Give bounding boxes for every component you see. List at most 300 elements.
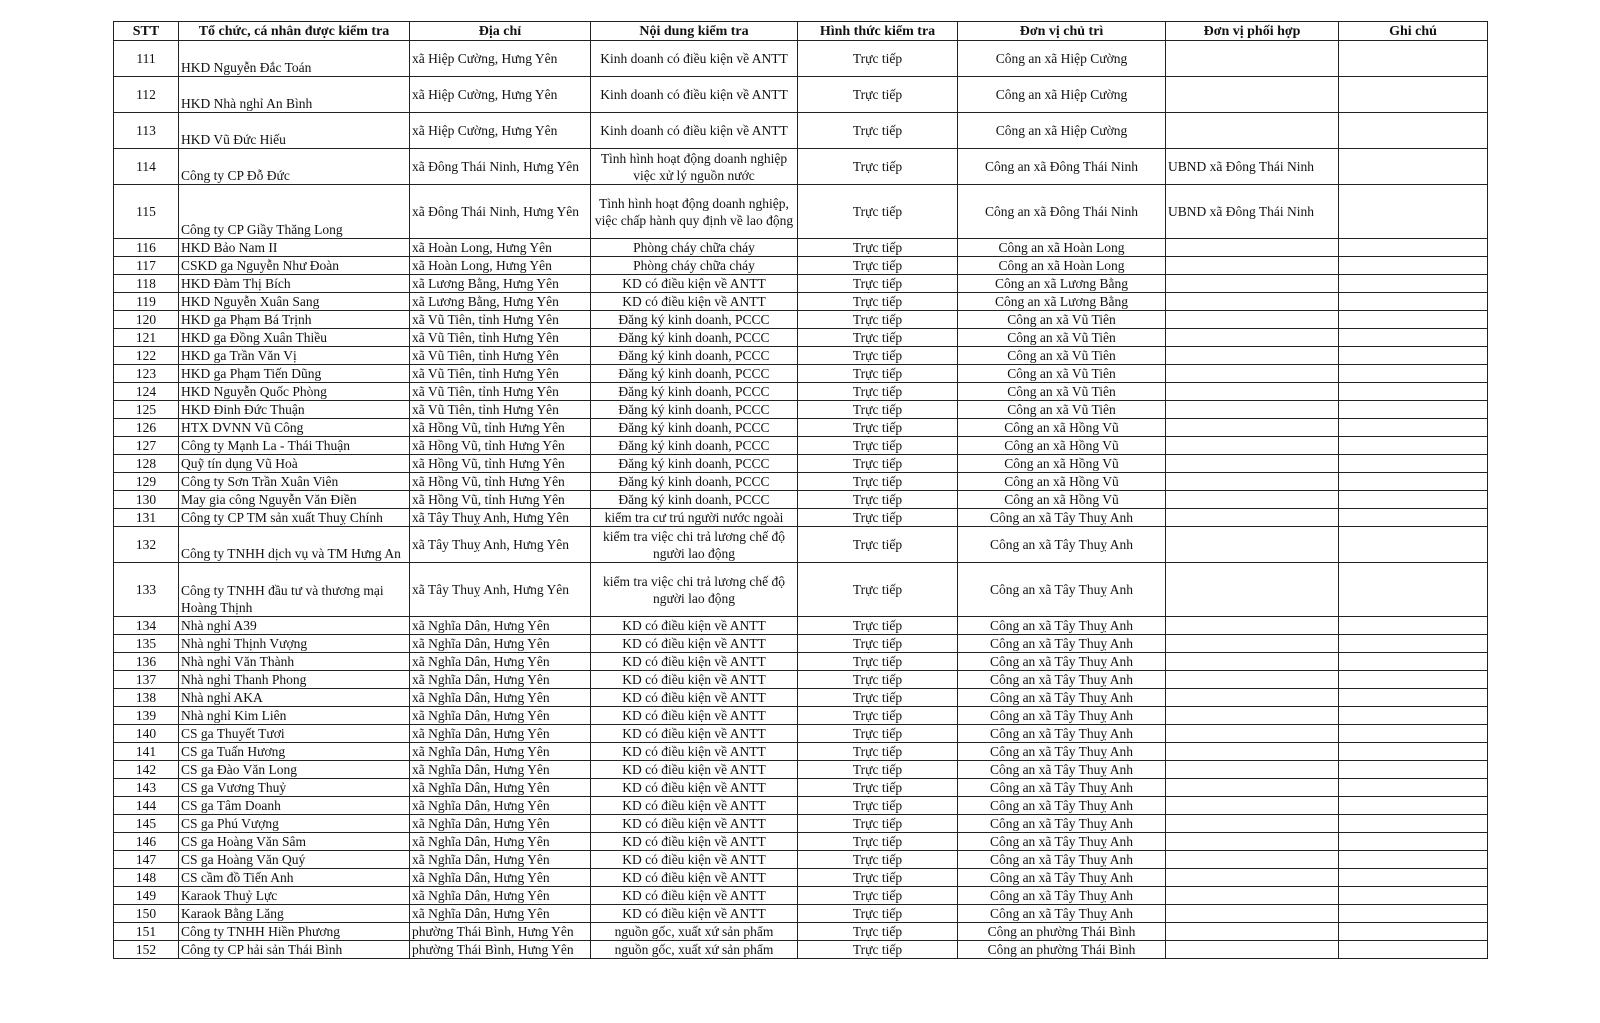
cell-host: Công an xã Hồng Vũ: [958, 491, 1166, 509]
cell-address: xã Hoàn Long, Hưng Yên: [410, 239, 591, 257]
cell-content: KD có điều kiện về ANTT: [591, 275, 798, 293]
cell-stt: 125: [114, 401, 179, 419]
cell-host: Công an xã Đông Thái Ninh: [958, 149, 1166, 185]
cell-coop: [1166, 347, 1339, 365]
cell-stt: 143: [114, 779, 179, 797]
cell-stt: 138: [114, 689, 179, 707]
cell-host: Công an xã Tây Thuỵ Anh: [958, 671, 1166, 689]
cell-content: KD có điều kiện về ANTT: [591, 707, 798, 725]
cell-stt: 116: [114, 239, 179, 257]
cell-note: [1339, 509, 1488, 527]
cell-form: Trực tiếp: [798, 815, 958, 833]
cell-content: Đăng ký kinh doanh, PCCC: [591, 329, 798, 347]
header-note: Ghi chú: [1339, 22, 1488, 41]
table-row: [114, 239, 1488, 257]
cell-org: CS ga Hoàng Văn Quý: [179, 851, 410, 869]
cell-content: KD có điều kiện về ANTT: [591, 815, 798, 833]
cell-form: Trực tiếp: [798, 707, 958, 725]
cell-stt: 129: [114, 473, 179, 491]
cell-content: KD có điều kiện về ANTT: [591, 761, 798, 779]
cell-stt: 142: [114, 761, 179, 779]
header-form: Hình thức kiểm tra: [798, 22, 958, 41]
cell-host: Công an xã Lương Bằng: [958, 275, 1166, 293]
cell-note: [1339, 563, 1488, 617]
cell-address: xã Nghĩa Dân, Hưng Yên: [410, 887, 591, 905]
cell-form: Trực tiếp: [798, 437, 958, 455]
cell-note: [1339, 653, 1488, 671]
cell-org: CS ga Phú Vượng: [179, 815, 410, 833]
cell-coop: [1166, 869, 1339, 887]
cell-org: CS ga Tuấn Hương: [179, 743, 410, 761]
cell-stt: 150: [114, 905, 179, 923]
table-row: [114, 401, 1488, 419]
cell-content: nguồn gốc, xuất xứ sản phẩm: [591, 941, 798, 959]
header-host: Đơn vị chủ trì: [958, 22, 1166, 41]
cell-form: Trực tiếp: [798, 491, 958, 509]
cell-host: Công an xã Tây Thuỵ Anh: [958, 761, 1166, 779]
table-row: [114, 185, 1488, 239]
cell-host: Công an xã Tây Thuỵ Anh: [958, 617, 1166, 635]
cell-content: Tình hình hoạt động doanh nghiệp việc xử lý nguồn nước: [591, 149, 798, 185]
cell-coop: [1166, 761, 1339, 779]
cell-address: xã Vũ Tiên, tỉnh Hưng Yên: [410, 383, 591, 401]
cell-content: Đăng ký kinh doanh, PCCC: [591, 455, 798, 473]
cell-stt: 133: [114, 563, 179, 617]
cell-host: Công an xã Vũ Tiên: [958, 383, 1166, 401]
cell-content: Tình hình hoạt động doanh nghiệp, việc chấp hành quy định về lao động: [591, 185, 798, 239]
cell-org: Nhà nghỉ Thịnh Vượng: [179, 635, 410, 653]
table-row: [114, 311, 1488, 329]
table-row: [114, 347, 1488, 365]
table-row: [114, 761, 1488, 779]
table-row: [114, 905, 1488, 923]
cell-host: Công an xã Hiệp Cường: [958, 77, 1166, 113]
cell-org: HKD ga Phạm Tiến Dũng: [179, 365, 410, 383]
cell-address: xã Vũ Tiên, tỉnh Hưng Yên: [410, 365, 591, 383]
cell-address: xã Nghĩa Dân, Hưng Yên: [410, 815, 591, 833]
cell-content: kiểm tra cư trú người nước ngoài: [591, 509, 798, 527]
header-stt: STT: [114, 22, 179, 41]
cell-address: xã Nghĩa Dân, Hưng Yên: [410, 851, 591, 869]
cell-org: CS ga Thuyết Tươi: [179, 725, 410, 743]
cell-note: [1339, 473, 1488, 491]
cell-org: Nhà nghỉ AKA: [179, 689, 410, 707]
cell-org: CS ga Vương Thuỷ: [179, 779, 410, 797]
cell-coop: [1166, 941, 1339, 959]
cell-org: CS cầm đồ Tiến Anh: [179, 869, 410, 887]
cell-form: Trực tiếp: [798, 149, 958, 185]
cell-form: Trực tiếp: [798, 671, 958, 689]
cell-coop: [1166, 257, 1339, 275]
cell-content: KD có điều kiện về ANTT: [591, 851, 798, 869]
cell-address: xã Nghĩa Dân, Hưng Yên: [410, 779, 591, 797]
cell-stt: 151: [114, 923, 179, 941]
cell-note: [1339, 833, 1488, 851]
table-row: [114, 41, 1488, 77]
cell-coop: [1166, 905, 1339, 923]
cell-form: Trực tiếp: [798, 401, 958, 419]
cell-form: Trực tiếp: [798, 941, 958, 959]
cell-form: Trực tiếp: [798, 257, 958, 275]
cell-coop: UBND xã Đông Thái Ninh: [1166, 185, 1339, 239]
cell-org: Công ty TNHH Hiền Phương: [179, 923, 410, 941]
cell-org: HKD Bảo Nam II: [179, 239, 410, 257]
cell-coop: [1166, 113, 1339, 149]
cell-content: KD có điều kiện về ANTT: [591, 725, 798, 743]
cell-form: Trực tiếp: [798, 797, 958, 815]
table-row: [114, 923, 1488, 941]
cell-note: [1339, 401, 1488, 419]
table-row: [114, 491, 1488, 509]
cell-host: Công an xã Tây Thuỵ Anh: [958, 797, 1166, 815]
cell-note: [1339, 311, 1488, 329]
table-body: [114, 41, 1488, 959]
cell-org: HTX DVNN Vũ Công: [179, 419, 410, 437]
cell-address: xã Nghĩa Dân, Hưng Yên: [410, 617, 591, 635]
table-row: [114, 797, 1488, 815]
cell-address: xã Lương Bằng, Hưng Yên: [410, 275, 591, 293]
table-row: [114, 815, 1488, 833]
table-row: [114, 653, 1488, 671]
cell-form: Trực tiếp: [798, 851, 958, 869]
cell-coop: [1166, 455, 1339, 473]
cell-org: Karaok Bằng Lăng: [179, 905, 410, 923]
cell-address: xã Hiệp Cường, Hưng Yên: [410, 41, 591, 77]
cell-stt: 126: [114, 419, 179, 437]
cell-stt: 131: [114, 509, 179, 527]
table-row: [114, 509, 1488, 527]
cell-stt: 123: [114, 365, 179, 383]
table-row: [114, 527, 1488, 563]
cell-content: Phòng cháy chữa cháy: [591, 257, 798, 275]
cell-org: Quỹ tín dụng Vũ Hoà: [179, 455, 410, 473]
cell-note: [1339, 905, 1488, 923]
cell-host: Công an xã Tây Thuỵ Anh: [958, 779, 1166, 797]
cell-note: [1339, 419, 1488, 437]
cell-note: [1339, 941, 1488, 959]
cell-note: [1339, 797, 1488, 815]
cell-host: Công an xã Vũ Tiên: [958, 347, 1166, 365]
cell-host: Công an xã Vũ Tiên: [958, 311, 1166, 329]
cell-address: xã Nghĩa Dân, Hưng Yên: [410, 797, 591, 815]
cell-org: Nhà nghỉ A39: [179, 617, 410, 635]
cell-form: Trực tiếp: [798, 239, 958, 257]
cell-org: HKD Nguyễn Xuân Sang: [179, 293, 410, 311]
cell-form: Trực tiếp: [798, 419, 958, 437]
cell-org: HKD ga Đồng Xuân Thiều: [179, 329, 410, 347]
cell-form: Trực tiếp: [798, 473, 958, 491]
cell-host: Công an xã Tây Thuỵ Anh: [958, 743, 1166, 761]
cell-form: Trực tiếp: [798, 113, 958, 149]
cell-org: Nhà nghỉ Kim Liên: [179, 707, 410, 725]
cell-content: KD có điều kiện về ANTT: [591, 905, 798, 923]
cell-stt: 145: [114, 815, 179, 833]
cell-note: [1339, 347, 1488, 365]
cell-stt: 152: [114, 941, 179, 959]
cell-address: xã Hồng Vũ, tỉnh Hưng Yên: [410, 473, 591, 491]
cell-host: Công an phường Thái Bình: [958, 941, 1166, 959]
cell-host: Công an xã Tây Thuỵ Anh: [958, 653, 1166, 671]
cell-address: xã Tây Thuỵ Anh, Hưng Yên: [410, 527, 591, 563]
cell-org: CS ga Tâm Doanh: [179, 797, 410, 815]
cell-form: Trực tiếp: [798, 527, 958, 563]
cell-note: [1339, 239, 1488, 257]
cell-org: HKD ga Trần Văn Vị: [179, 347, 410, 365]
cell-form: Trực tiếp: [798, 329, 958, 347]
cell-note: [1339, 761, 1488, 779]
cell-host: Công an xã Tây Thuỵ Anh: [958, 905, 1166, 923]
table-row: [114, 257, 1488, 275]
cell-content: Kinh doanh có điều kiện về ANTT: [591, 77, 798, 113]
cell-stt: 139: [114, 707, 179, 725]
cell-note: [1339, 923, 1488, 941]
cell-form: Trực tiếp: [798, 77, 958, 113]
cell-org: CSKD ga Nguyễn Như Đoàn: [179, 257, 410, 275]
cell-content: Phòng cháy chữa cháy: [591, 239, 798, 257]
cell-note: [1339, 887, 1488, 905]
cell-stt: 146: [114, 833, 179, 851]
cell-host: Công an xã Hồng Vũ: [958, 419, 1166, 437]
cell-stt: 136: [114, 653, 179, 671]
cell-note: [1339, 113, 1488, 149]
cell-address: xã Tây Thuỵ Anh, Hưng Yên: [410, 563, 591, 617]
cell-coop: [1166, 491, 1339, 509]
cell-host: Công an xã Vũ Tiên: [958, 365, 1166, 383]
cell-org: Công ty Sơn Trần Xuân Viên: [179, 473, 410, 491]
cell-address: phường Thái Bình, Hưng Yên: [410, 941, 591, 959]
cell-note: [1339, 779, 1488, 797]
cell-host: Công an xã Tây Thuỵ Anh: [958, 869, 1166, 887]
table-header: [114, 22, 1488, 41]
cell-coop: [1166, 311, 1339, 329]
cell-host: Công an xã Hoàn Long: [958, 239, 1166, 257]
cell-address: xã Nghĩa Dân, Hưng Yên: [410, 707, 591, 725]
cell-stt: 128: [114, 455, 179, 473]
table-row: [114, 851, 1488, 869]
cell-form: Trực tiếp: [798, 365, 958, 383]
cell-note: [1339, 527, 1488, 563]
cell-coop: [1166, 419, 1339, 437]
cell-address: xã Đông Thái Ninh, Hưng Yên: [410, 149, 591, 185]
cell-address: xã Nghĩa Dân, Hưng Yên: [410, 635, 591, 653]
cell-stt: 119: [114, 293, 179, 311]
cell-address: xã Hoàn Long, Hưng Yên: [410, 257, 591, 275]
cell-host: Công an xã Lương Bằng: [958, 293, 1166, 311]
cell-org: HKD Vũ Đức Hiếu: [179, 113, 410, 149]
table-row: [114, 275, 1488, 293]
cell-host: Công an xã Hồng Vũ: [958, 473, 1166, 491]
cell-coop: [1166, 923, 1339, 941]
cell-coop: [1166, 743, 1339, 761]
cell-host: Công an xã Tây Thuỵ Anh: [958, 833, 1166, 851]
cell-coop: [1166, 383, 1339, 401]
table-row: [114, 437, 1488, 455]
cell-address: xã Hồng Vũ, tỉnh Hưng Yên: [410, 491, 591, 509]
cell-note: [1339, 851, 1488, 869]
cell-host: Công an xã Tây Thuỵ Anh: [958, 815, 1166, 833]
cell-coop: [1166, 41, 1339, 77]
cell-form: Trực tiếp: [798, 743, 958, 761]
table-row: [114, 635, 1488, 653]
cell-form: Trực tiếp: [798, 761, 958, 779]
cell-coop: [1166, 437, 1339, 455]
cell-coop: [1166, 239, 1339, 257]
cell-content: Đăng ký kinh doanh, PCCC: [591, 383, 798, 401]
table-row: [114, 887, 1488, 905]
cell-content: KD có điều kiện về ANTT: [591, 635, 798, 653]
cell-coop: [1166, 563, 1339, 617]
cell-host: Công an xã Hồng Vũ: [958, 437, 1166, 455]
cell-coop: [1166, 833, 1339, 851]
cell-stt: 112: [114, 77, 179, 113]
cell-stt: 117: [114, 257, 179, 275]
cell-content: KD có điều kiện về ANTT: [591, 833, 798, 851]
cell-host: Công an xã Tây Thuỵ Anh: [958, 851, 1166, 869]
cell-address: xã Đông Thái Ninh, Hưng Yên: [410, 185, 591, 239]
cell-content: Đăng ký kinh doanh, PCCC: [591, 401, 798, 419]
cell-org: HKD Nhà nghỉ An Bình: [179, 77, 410, 113]
cell-org: CS ga Hoàng Văn Sâm: [179, 833, 410, 851]
cell-form: Trực tiếp: [798, 635, 958, 653]
cell-content: kiểm tra việc chi trả lương chế độ người lao động: [591, 527, 798, 563]
cell-address: xã Vũ Tiên, tỉnh Hưng Yên: [410, 347, 591, 365]
cell-stt: 147: [114, 851, 179, 869]
cell-note: [1339, 329, 1488, 347]
cell-form: Trực tiếp: [798, 293, 958, 311]
cell-coop: [1166, 851, 1339, 869]
cell-coop: [1166, 77, 1339, 113]
cell-stt: 149: [114, 887, 179, 905]
cell-host: Công an xã Tây Thuỵ Anh: [958, 509, 1166, 527]
cell-address: xã Nghĩa Dân, Hưng Yên: [410, 671, 591, 689]
cell-content: Đăng ký kinh doanh, PCCC: [591, 473, 798, 491]
cell-note: [1339, 689, 1488, 707]
cell-host: Công an xã Hồng Vũ: [958, 455, 1166, 473]
cell-content: nguồn gốc, xuất xứ sản phẩm: [591, 923, 798, 941]
table-row: [114, 725, 1488, 743]
cell-note: [1339, 365, 1488, 383]
header-coop: Đơn vị phối hợp: [1166, 22, 1339, 41]
table-row: [114, 77, 1488, 113]
cell-content: Đăng ký kinh doanh, PCCC: [591, 365, 798, 383]
cell-form: Trực tiếp: [798, 869, 958, 887]
cell-org: CS ga Đào Văn Long: [179, 761, 410, 779]
cell-content: kiểm tra việc chi trả lương chế độ người lao động: [591, 563, 798, 617]
cell-form: Trực tiếp: [798, 725, 958, 743]
cell-host: Công an xã Hoàn Long: [958, 257, 1166, 275]
cell-coop: [1166, 797, 1339, 815]
cell-org: Công ty CP hải sản Thái Bình: [179, 941, 410, 959]
cell-form: Trực tiếp: [798, 455, 958, 473]
cell-coop: [1166, 671, 1339, 689]
table-row: [114, 689, 1488, 707]
cell-note: [1339, 671, 1488, 689]
cell-note: [1339, 707, 1488, 725]
table-row: [114, 941, 1488, 959]
cell-stt: 132: [114, 527, 179, 563]
cell-host: Công an xã Tây Thuỵ Anh: [958, 635, 1166, 653]
cell-note: [1339, 617, 1488, 635]
cell-address: xã Nghĩa Dân, Hưng Yên: [410, 761, 591, 779]
cell-note: [1339, 41, 1488, 77]
cell-content: KD có điều kiện về ANTT: [591, 293, 798, 311]
cell-content: Kinh doanh có điều kiện về ANTT: [591, 41, 798, 77]
cell-org: Công ty TNHH đầu tư và thương mại Hoàng Thịnh: [179, 563, 410, 617]
cell-org: Công ty CP Giầy Thăng Long: [179, 185, 410, 239]
cell-address: xã Nghĩa Dân, Hưng Yên: [410, 833, 591, 851]
cell-stt: 148: [114, 869, 179, 887]
table-row: [114, 329, 1488, 347]
cell-coop: [1166, 779, 1339, 797]
cell-content: KD có điều kiện về ANTT: [591, 887, 798, 905]
cell-form: Trực tiếp: [798, 905, 958, 923]
table-row: [114, 743, 1488, 761]
cell-coop: [1166, 365, 1339, 383]
cell-content: KD có điều kiện về ANTT: [591, 779, 798, 797]
cell-note: [1339, 815, 1488, 833]
cell-address: xã Hồng Vũ, tỉnh Hưng Yên: [410, 419, 591, 437]
cell-address: xã Nghĩa Dân, Hưng Yên: [410, 905, 591, 923]
table-row: [114, 563, 1488, 617]
cell-host: Công an xã Tây Thuỵ Anh: [958, 527, 1166, 563]
cell-host: Công an phường Thái Bình: [958, 923, 1166, 941]
cell-stt: 137: [114, 671, 179, 689]
cell-form: Trực tiếp: [798, 347, 958, 365]
cell-form: Trực tiếp: [798, 617, 958, 635]
cell-address: xã Vũ Tiên, tỉnh Hưng Yên: [410, 329, 591, 347]
cell-form: Trực tiếp: [798, 887, 958, 905]
cell-host: Công an xã Tây Thuỵ Anh: [958, 725, 1166, 743]
cell-address: xã Nghĩa Dân, Hưng Yên: [410, 869, 591, 887]
cell-stt: 120: [114, 311, 179, 329]
header-address: Địa chỉ: [410, 22, 591, 41]
cell-org: HKD Nguyễn Quốc Phòng: [179, 383, 410, 401]
cell-content: Đăng ký kinh doanh, PCCC: [591, 419, 798, 437]
table-row: [114, 383, 1488, 401]
cell-stt: 127: [114, 437, 179, 455]
cell-content: KD có điều kiện về ANTT: [591, 617, 798, 635]
cell-note: [1339, 635, 1488, 653]
cell-form: Trực tiếp: [798, 689, 958, 707]
cell-note: [1339, 869, 1488, 887]
cell-form: Trực tiếp: [798, 311, 958, 329]
cell-stt: 124: [114, 383, 179, 401]
cell-org: HKD Đinh Đức Thuận: [179, 401, 410, 419]
cell-address: xã Vũ Tiên, tỉnh Hưng Yên: [410, 401, 591, 419]
cell-coop: [1166, 275, 1339, 293]
cell-org: HKD Đàm Thị Bích: [179, 275, 410, 293]
table-row: [114, 455, 1488, 473]
cell-stt: 130: [114, 491, 179, 509]
cell-address: xã Hồng Vũ, tỉnh Hưng Yên: [410, 455, 591, 473]
table-row: [114, 113, 1488, 149]
cell-form: Trực tiếp: [798, 923, 958, 941]
cell-stt: 113: [114, 113, 179, 149]
cell-address: xã Vũ Tiên, tỉnh Hưng Yên: [410, 311, 591, 329]
cell-org: Công ty TNHH dịch vụ và TM Hưng An: [179, 527, 410, 563]
cell-stt: 115: [114, 185, 179, 239]
cell-form: Trực tiếp: [798, 779, 958, 797]
cell-address: xã Nghĩa Dân, Hưng Yên: [410, 653, 591, 671]
cell-stt: 141: [114, 743, 179, 761]
cell-content: Đăng ký kinh doanh, PCCC: [591, 311, 798, 329]
cell-stt: 111: [114, 41, 179, 77]
cell-address: xã Hiệp Cường, Hưng Yên: [410, 77, 591, 113]
cell-org: Công ty Mạnh La - Thái Thuận: [179, 437, 410, 455]
table-row: [114, 617, 1488, 635]
cell-host: Công an xã Tây Thuỵ Anh: [958, 707, 1166, 725]
cell-note: [1339, 455, 1488, 473]
